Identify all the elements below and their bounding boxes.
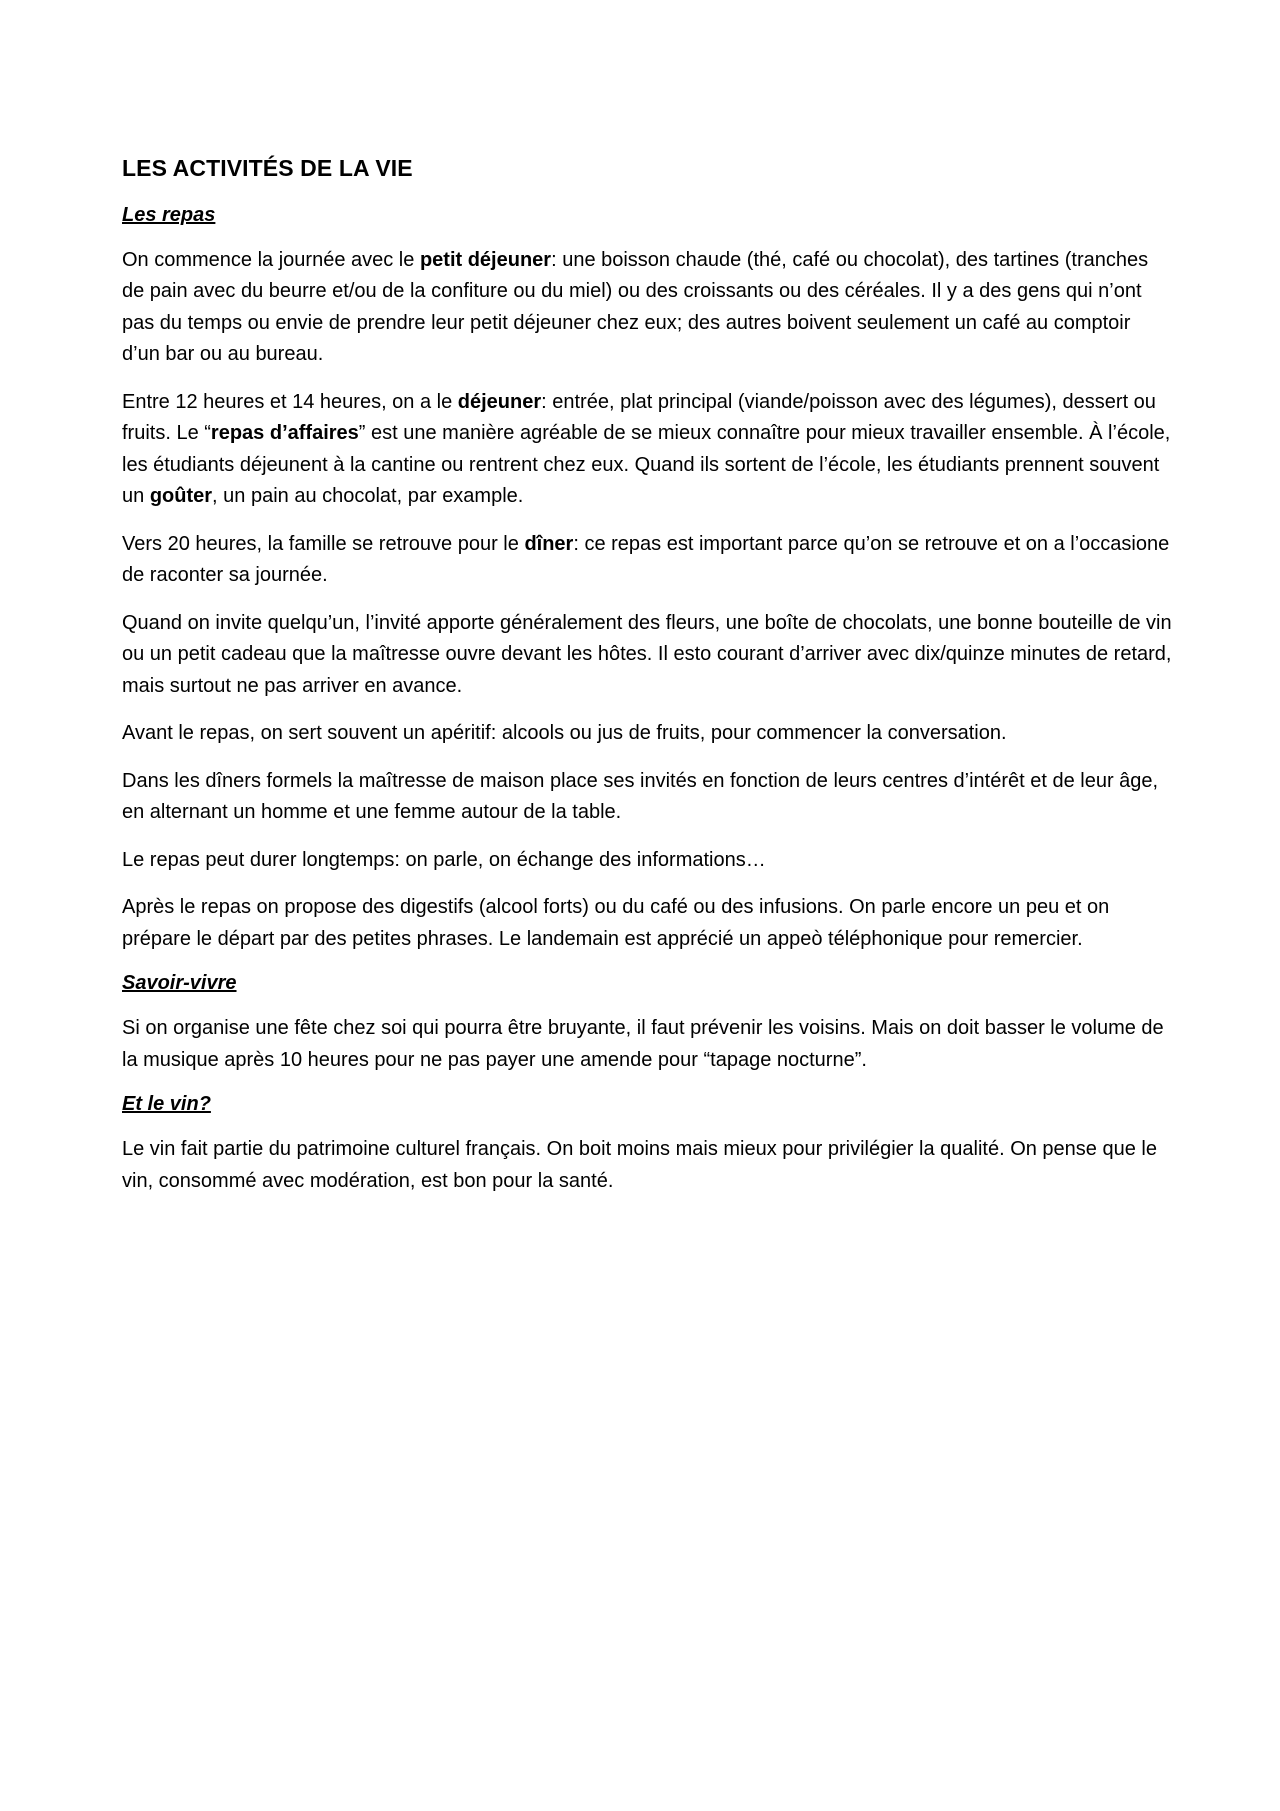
paragraph-apres-repas: Après le repas on propose des digestifs (alcool forts) ou du café ou des infusions. On parle encore un peu et on prépare le départ par des petites phrases. Le landemain est apprécié un appeò téléphonique pour remercier.	[122, 896, 1110, 950]
paragraph-duree-repas: Le repas peut durer longtemps: on parle, on échange des informations…	[122, 848, 766, 871]
paragraph-vin: Le vin fait partie du patrimoine culturel français. On boit moins mais mieux pour privilégier la qualité. On pense que le vin, consommé avec modération, est bon pour la santé.	[122, 1138, 1157, 1192]
paragraph-invitation: Quand on invite quelqu’un, l’invité apporte généralement des fleurs, une boîte de chocolats, une bonne bouteille de vin ou un petit cadeau que la maîtresse ouvre devant les hôtes. Il esto courant d’arriver avec dix/quinze minutes de retard, mais surtout ne pas arriver en avance.	[122, 611, 1172, 697]
paragraph-fete: Si on organise une fête chez soi qui pourra être bruyante, il faut prévenir les voisins. Mais on doit basser le volume de la musique après 10 heures pour ne pas payer une amende pour “tapage nocturne”.	[122, 1017, 1164, 1071]
paragraph-diner: Vers 20 heures, la famille se retrouve pour le dîner: ce repas est important parce qu’on se retrouve et on a l’occasione de raconter sa journée.	[122, 532, 1170, 587]
bold-term: dîner	[524, 532, 574, 555]
section-les-repas	[122, 203, 1172, 956]
bold-term: petit déjeuner	[419, 248, 552, 271]
section-heading: Savoir-vivre	[122, 972, 237, 995]
section-heading: Et le vin?	[122, 1093, 211, 1116]
paragraph-petit-dejeuner: On commence la journée avec le petit déjeuner: une boisson chaude (thé, café ou chocolat), des tartines (tranches de pain avec du beurre et/ou de la confiture ou du miel) ou des croissants ou des céréales. Il y a des gens qui n’ont pas du temps ou envie de prendre leur petit déjeuner chez eux; des autres boivent seulement un café au comptoir d’un bar ou au bureau.	[122, 248, 1149, 366]
paragraph-aperitif: Avant le repas, on sert souvent un apéritif: alcools ou jus de fruits, pour commencer la conversation.	[122, 722, 1007, 745]
bold-term: repas d’affaires	[210, 422, 359, 445]
bold-term: déjeuner	[457, 390, 542, 413]
paragraph-diners-formels: Dans les dîners formels la maîtresse de maison place ses invités en fonction de leurs centres d’intérêt et de leur âge, en alternant un homme et une femme autour de la table.	[122, 769, 1159, 824]
paragraph-dejeuner: Entre 12 heures et 14 heures, on a le déjeuner: entrée, plat principal (viande/poisson avec des légumes), dessert ou fruits. Le “repas d’affaires” est une manière agréable de se mieux connaître pour mieux travailler ensemble. À l’école, les étudiants déjeunent à la cantine ou rentrent chez eux. Quand ils sortent de l’école, les étudiants prennent souvent un goûter, un pain au chocolat, par example.	[122, 390, 1171, 508]
bold-term: goûter	[149, 485, 213, 508]
section-et-le-vin	[122, 1092, 1172, 1197]
document-page	[122, 154, 1172, 1213]
document-title: LES ACTIVITÉS DE LA VIE	[122, 155, 413, 181]
section-heading: Les repas	[122, 203, 216, 226]
section-savoir-vivre	[122, 971, 1172, 1076]
